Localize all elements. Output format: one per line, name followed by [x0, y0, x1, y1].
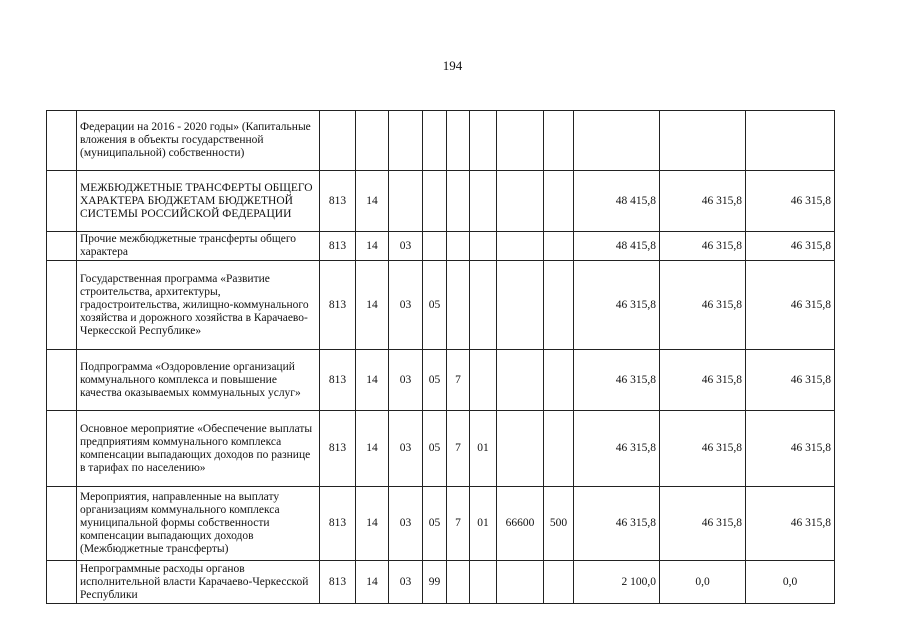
admin-code	[320, 111, 356, 171]
subsection-code	[389, 111, 423, 171]
expense-type-code: 500	[544, 487, 574, 561]
program-code: 99	[423, 561, 447, 604]
section-code: 14	[356, 487, 389, 561]
program-code	[423, 171, 447, 232]
table-body	[47, 111, 835, 604]
amount-2: 0,0	[660, 561, 746, 604]
amount-3: 0,0	[746, 561, 835, 604]
expense-type-code	[544, 561, 574, 604]
direction-code	[497, 350, 544, 411]
amount-2: 46 315,8	[660, 232, 746, 261]
admin-code: 813	[320, 487, 356, 561]
subsection-code: 03	[389, 350, 423, 411]
amount-2: 46 315,8	[660, 261, 746, 350]
admin-code: 813	[320, 561, 356, 604]
table-row	[47, 561, 835, 604]
table-row	[47, 111, 835, 171]
row-name: Федерации на 2016 - 2020 годы» (Капитальные вложения в объекты государственной (муниципальной) собственности)	[77, 111, 320, 171]
amount-1: 48 415,8	[574, 232, 660, 261]
table-row	[47, 261, 835, 350]
amount-2: 46 315,8	[660, 487, 746, 561]
amount-3: 46 315,8	[746, 171, 835, 232]
expense-type-code	[544, 171, 574, 232]
event-code	[470, 261, 497, 350]
amount-1: 46 315,8	[574, 411, 660, 487]
amount-3	[746, 111, 835, 171]
section-code: 14	[356, 232, 389, 261]
subprogram-code: 7	[447, 411, 470, 487]
section-code: 14	[356, 411, 389, 487]
program-code: 05	[423, 487, 447, 561]
amount-1: 46 315,8	[574, 487, 660, 561]
event-code: 01	[470, 411, 497, 487]
subprogram-code	[447, 561, 470, 604]
direction-code	[497, 561, 544, 604]
admin-code: 813	[320, 350, 356, 411]
subsection-code: 03	[389, 261, 423, 350]
program-code	[423, 232, 447, 261]
amount-2: 46 315,8	[660, 171, 746, 232]
budget-table	[46, 110, 835, 604]
row-name: Прочие межбюджетные трансферты общего характера	[77, 232, 320, 261]
subprogram-code	[447, 111, 470, 171]
subsection-code	[389, 171, 423, 232]
admin-code: 813	[320, 411, 356, 487]
table-row	[47, 411, 835, 487]
amount-1: 2 100,0	[574, 561, 660, 604]
direction-code	[497, 232, 544, 261]
admin-code: 813	[320, 232, 356, 261]
subprogram-code	[447, 261, 470, 350]
row-name: Государственная программа «Развитие строительства, архитектуры, градостроительства, жилищно-коммунального хозяйства и дорожного хозяйства в Карачаево-Черкесской Республике»	[77, 261, 320, 350]
event-code	[470, 111, 497, 171]
amount-2: 46 315,8	[660, 350, 746, 411]
event-code	[470, 561, 497, 604]
amount-1: 48 415,8	[574, 171, 660, 232]
subprogram-code	[447, 171, 470, 232]
direction-code	[497, 411, 544, 487]
subsection-code: 03	[389, 487, 423, 561]
amount-1: 46 315,8	[574, 350, 660, 411]
amount-1	[574, 111, 660, 171]
expense-type-code	[544, 111, 574, 171]
row-gutter	[47, 350, 77, 411]
amount-3: 46 315,8	[746, 232, 835, 261]
subprogram-code: 7	[447, 487, 470, 561]
subsection-code: 03	[389, 411, 423, 487]
amount-2: 46 315,8	[660, 411, 746, 487]
direction-code	[497, 171, 544, 232]
event-code	[470, 350, 497, 411]
row-gutter	[47, 561, 77, 604]
table-row	[47, 171, 835, 232]
expense-type-code	[544, 350, 574, 411]
section-code: 14	[356, 171, 389, 232]
direction-code: 66600	[497, 487, 544, 561]
direction-code	[497, 261, 544, 350]
row-name: Мероприятия, направленные на выплату организациям коммунального комплекса муниципальной формы собственности компенсации выпадающих доходов (Межбюджетные трансферты)	[77, 487, 320, 561]
admin-code: 813	[320, 171, 356, 232]
section-code: 14	[356, 261, 389, 350]
amount-3: 46 315,8	[746, 487, 835, 561]
program-code	[423, 111, 447, 171]
admin-code: 813	[320, 261, 356, 350]
expense-type-code	[544, 411, 574, 487]
row-gutter	[47, 232, 77, 261]
subprogram-code	[447, 232, 470, 261]
direction-code	[497, 111, 544, 171]
amount-3: 46 315,8	[746, 261, 835, 350]
row-name: Основное мероприятие «Обеспечение выплаты предприятиям коммунального комплекса компенсации выпадающих доходов по разнице в тарифах по населению»	[77, 411, 320, 487]
row-gutter	[47, 261, 77, 350]
row-name: Подпрограмма «Оздоровление организаций коммунального комплекса и повышение качества оказываемых коммунальных услуг»	[77, 350, 320, 411]
event-code	[470, 232, 497, 261]
amount-3: 46 315,8	[746, 411, 835, 487]
expense-type-code	[544, 261, 574, 350]
table-row	[47, 232, 835, 261]
event-code	[470, 171, 497, 232]
subprogram-code: 7	[447, 350, 470, 411]
row-name: Непрограммные расходы органов исполнительной власти Карачаево-Черкесской Республики	[77, 561, 320, 604]
program-code: 05	[423, 411, 447, 487]
section-code: 14	[356, 350, 389, 411]
row-gutter	[47, 411, 77, 487]
program-code: 05	[423, 261, 447, 350]
amount-2	[660, 111, 746, 171]
table-row	[47, 487, 835, 561]
amount-3: 46 315,8	[746, 350, 835, 411]
row-gutter	[47, 171, 77, 232]
table-row	[47, 350, 835, 411]
event-code: 01	[470, 487, 497, 561]
expense-type-code	[544, 232, 574, 261]
row-name: МЕЖБЮДЖЕТНЫЕ ТРАНСФЕРТЫ ОБЩЕГО ХАРАКТЕРА БЮДЖЕТАМ БЮДЖЕТНОЙ СИСТЕМЫ РОССИЙСКОЙ ФЕДЕРАЦИИ	[77, 171, 320, 232]
row-gutter	[47, 111, 77, 171]
subsection-code: 03	[389, 561, 423, 604]
subsection-code: 03	[389, 232, 423, 261]
section-code: 14	[356, 561, 389, 604]
section-code	[356, 111, 389, 171]
page-number: 194	[442, 58, 463, 73]
program-code: 05	[423, 350, 447, 411]
row-gutter	[47, 487, 77, 561]
amount-1: 46 315,8	[574, 261, 660, 350]
